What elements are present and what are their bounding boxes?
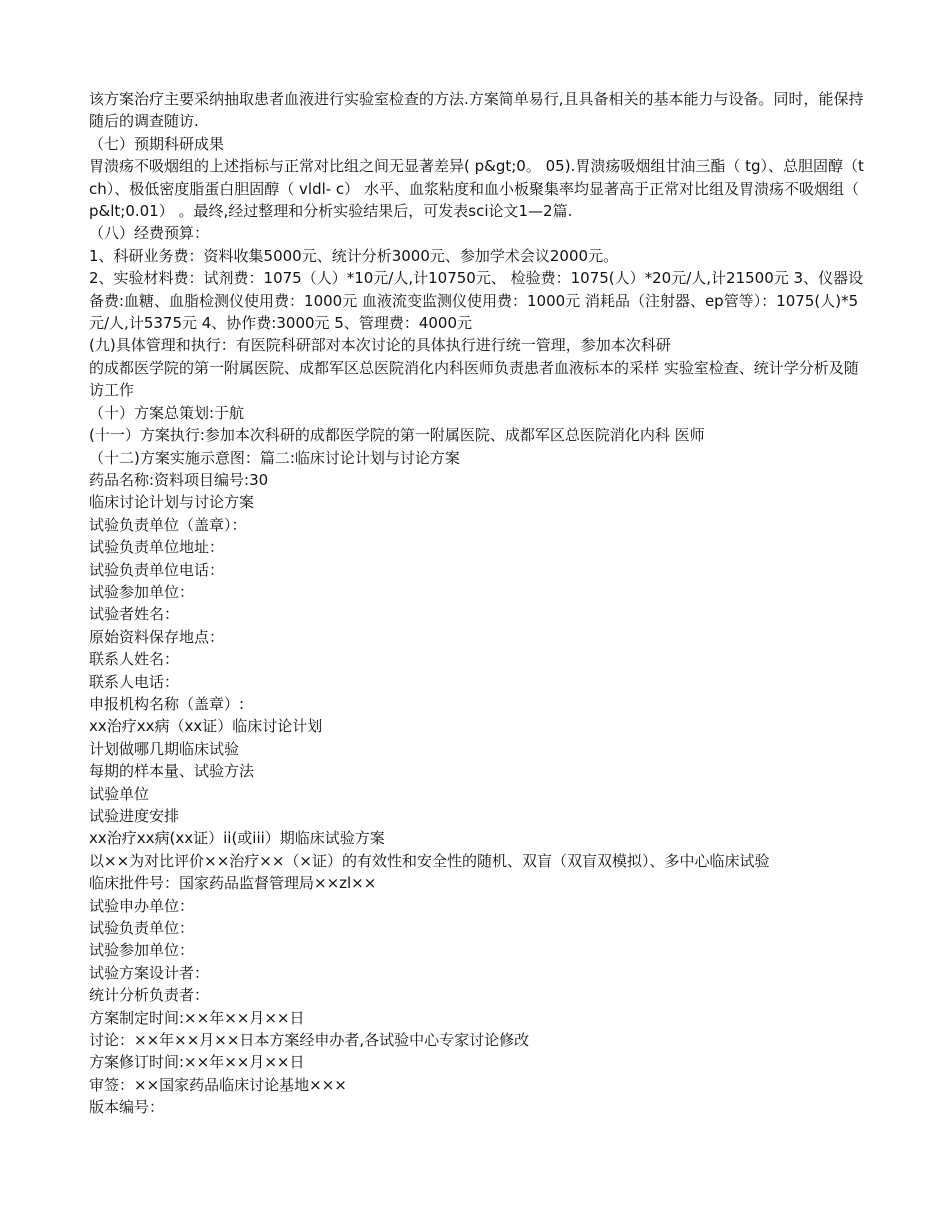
trial-protocol-title: xx治疗xx病(xx证）ii(或iii）期临床试验方案: [89, 829, 385, 848]
field-contact-phone: 联系人电话：: [89, 672, 180, 691]
field-trial-participating-unit: 试验参加单位：: [89, 941, 195, 960]
document-body: [89, 88, 869, 1119]
intro-paragraph: 该方案治疗主要采纳抽取患者血液进行实验室检查的方法.方案简单易行,且具备相关的基本能力与设备。同时，能保持随后的调查随访.: [89, 90, 864, 131]
budget-item-1: 1、科研业务费：资料收集5000元、统计分析3000元、参加学术会议2000元。: [89, 246, 619, 265]
section-9-heading: (九)具体管理和执行：有医院科研部对本次讨论的具体执行进行统一管理，参加本次科研: [89, 336, 671, 355]
field-responsible-phone: 试验负责单位电话：: [89, 560, 225, 579]
trial-protocol-subtitle: 以××为对比评价××治疗××（×证）的有效性和安全性的随机、双盲（双盲双模拟）、多中心临床试验: [89, 851, 770, 870]
drug-name-line: 药品名称:资料项目编号:30: [89, 470, 269, 489]
plan-item-schedule: 试验进度安排: [89, 807, 180, 825]
section-12-heading: （十二)方案实施示意图：篇二:临床讨论计划与讨论方案: [89, 448, 460, 467]
plan-title: 临床讨论计划与讨论方案: [89, 493, 255, 512]
plan-item-sample-size: 每期的样本量、试验方法: [89, 762, 255, 781]
section-9-paragraph: 的成都医学院的第一附属医院、成都军区总医院消化内科医师负责患者血液标本的采样 实验室检查、统计学分析及随访工作: [89, 358, 859, 400]
field-revision-date: 方案修订时间:××年××月××日: [89, 1053, 305, 1072]
section-8-heading: （八）经费预算：: [89, 224, 210, 243]
field-version-number: 版本编号：: [89, 1098, 165, 1117]
field-approval: 审签：××国家药品临床讨论基地×××: [89, 1075, 347, 1094]
field-responsible-address: 试验负责单位地址：: [89, 538, 225, 557]
field-investigator-name: 试验者姓名：: [89, 605, 180, 624]
field-statistics-lead: 统计分析负责者：: [89, 986, 210, 1005]
field-participating-unit: 试验参加单位：: [89, 582, 195, 601]
field-approval-number: 临床批件号：国家药品监督管理局××zl××: [89, 874, 377, 893]
field-data-storage: 原始资料保存地点：: [89, 627, 225, 646]
field-contact-name: 联系人姓名：: [89, 650, 180, 669]
field-responsible-unit: 试验负责单位（盖章）：: [89, 515, 247, 534]
plan-item-units: 试验单位: [89, 784, 150, 803]
budget-item-2: 2、实验材料费：试剂费：1075（人）*10元/人,计10750元、 检验费：1075(人）*20元/人,计21500元 3、仪器设备费:血糖、血脂检测仪使用费：1000元 血液流变监测仪使用费：1000元 消耗品（注射器、ep管等）：1075(人)*5元/人,计5375元 4、协作费:3000元 5、管理费：4000元: [89, 269, 864, 333]
plan-item-phases: 计划做哪几期临床试验: [89, 739, 240, 758]
section-7-heading: （七）预期科研成果: [89, 134, 225, 153]
field-protocol-date: 方案制定时间:××年××月××日: [89, 1008, 305, 1027]
field-sponsor: 试验申办单位：: [89, 896, 195, 915]
section-10-heading: （十）方案总策划:于航: [89, 403, 245, 422]
field-discussion: 讨论：××年××月××日本方案经申办者,各试验中心专家讨论修改: [89, 1031, 530, 1050]
section-11-heading: (十一）方案执行:参加本次科研的成都医学院的第一附属医院、成都军区总医院消化内科 医师: [89, 426, 705, 445]
field-protocol-designer: 试验方案设计者：: [89, 963, 210, 982]
field-applicant-org: 申报机构名称（盖章）:: [89, 694, 245, 713]
field-trial-responsible-unit: 试验负责单位：: [89, 919, 195, 938]
expected-results-paragraph: 胃溃疡不吸烟组的上述指标与正常对比组之间无显著差异( p&gt;0。 05).胃溃疡吸烟组甘油三酯（ tg）、总胆固醇（tch）、极低密度脂蛋白胆固醇（ vldl- c） 水平、血浆粘度和血小板聚集率均显著高于正常对比组及胃溃疡不吸烟组（ p&lt;0.01） 。最终,经过整理和分析实验结果后，可发表sci论文1—2篇.: [89, 157, 864, 221]
clinical-plan-title: xx治疗xx病（xx证）临床讨论计划: [89, 717, 323, 736]
